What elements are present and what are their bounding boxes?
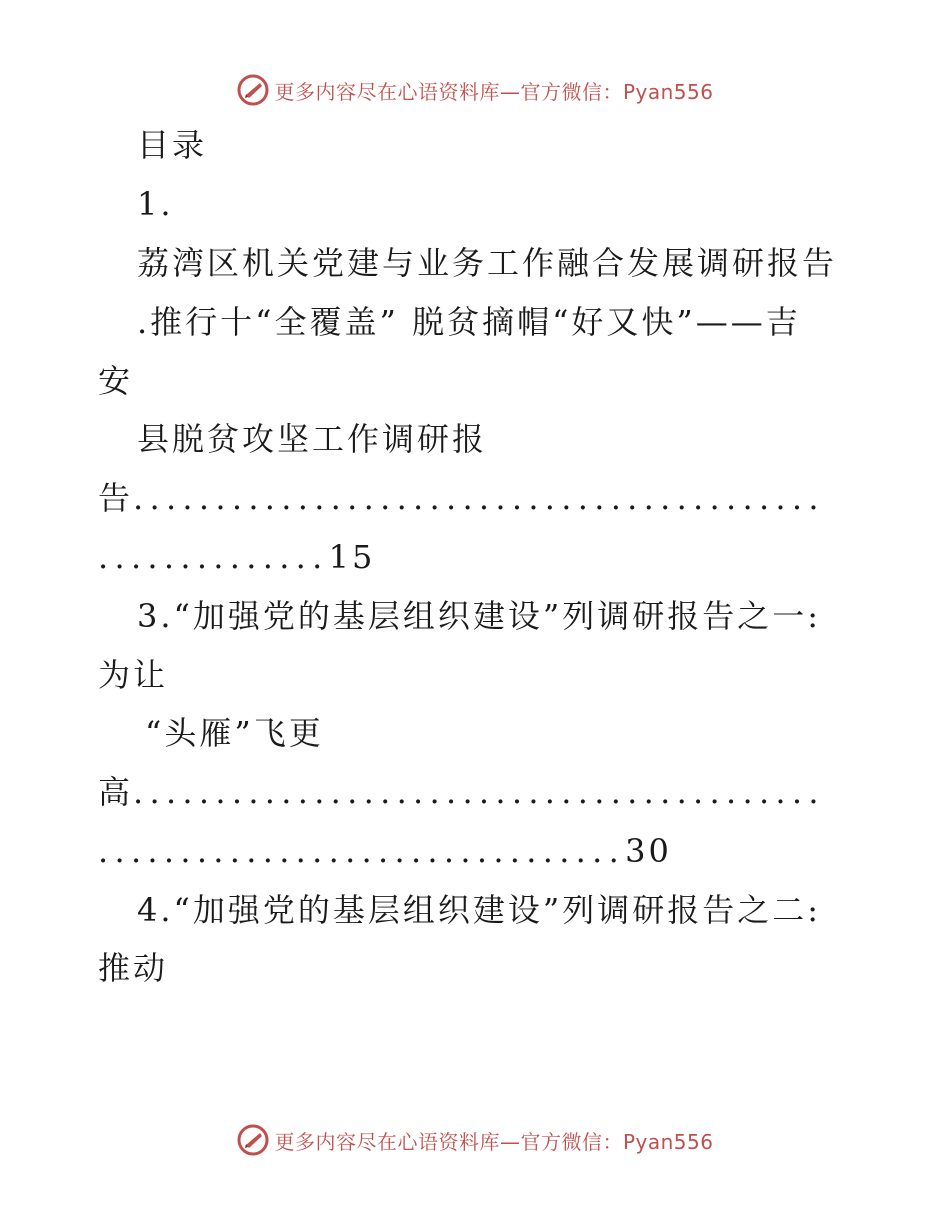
toc-entry-3-title-line3: “头雁”飞更	[145, 714, 324, 752]
footer-brand-text: 更多内容尽在心语资料库—官方微信：Pyan556	[274, 1129, 714, 1154]
toc-entry-3-title-line4: 高..........................................	[98, 773, 825, 811]
toc-entry-2-title-line4: 告..........................................	[98, 479, 825, 517]
footer-watermark	[0, 1120, 950, 1160]
toc-entry-2-page: 15	[328, 538, 376, 576]
toc-entry-3-leader: ..........................................	[133, 773, 825, 811]
toc-entry-2-title-line3: 县脱贫攻坚工作调研报	[137, 420, 488, 458]
toc-entry-3-title-line1: 3.“加强党的基层组织建设”列调研报告之一:	[137, 597, 822, 635]
toc-entry-1-number: 1.	[137, 185, 174, 223]
toc-entry-1-title: 荔湾区机关党建与业务工作融合发展调研报告	[137, 244, 838, 282]
brand-logo-icon	[236, 1123, 270, 1157]
brand-logo-icon	[236, 73, 270, 107]
toc-entry-2-title-line2: 安	[98, 362, 134, 400]
toc-entry-2-title-line1: .推行十“全覆盖” 脱贫摘帽“好又快”——吉	[137, 303, 801, 341]
toc-entry-3-page-line: ................................30	[98, 832, 672, 870]
toc-entry-4-title-line2: 推动	[98, 949, 169, 987]
toc-entry-3-title-line2: 为让	[98, 656, 169, 694]
header-brand-text: 更多内容尽在心语资料库—官方微信：Pyan556	[274, 79, 714, 104]
toc-entry-4-title-line1: 4.“加强党的基层组织建设”列调研报告之二:	[137, 891, 822, 929]
toc-entry-2-page-line: ..............15	[98, 538, 376, 576]
toc-heading: 目录	[137, 126, 208, 164]
toc-entry-3-page: 30	[625, 832, 672, 870]
header-watermark	[0, 70, 950, 110]
toc-entry-2-leader: ..........................................	[133, 479, 825, 517]
